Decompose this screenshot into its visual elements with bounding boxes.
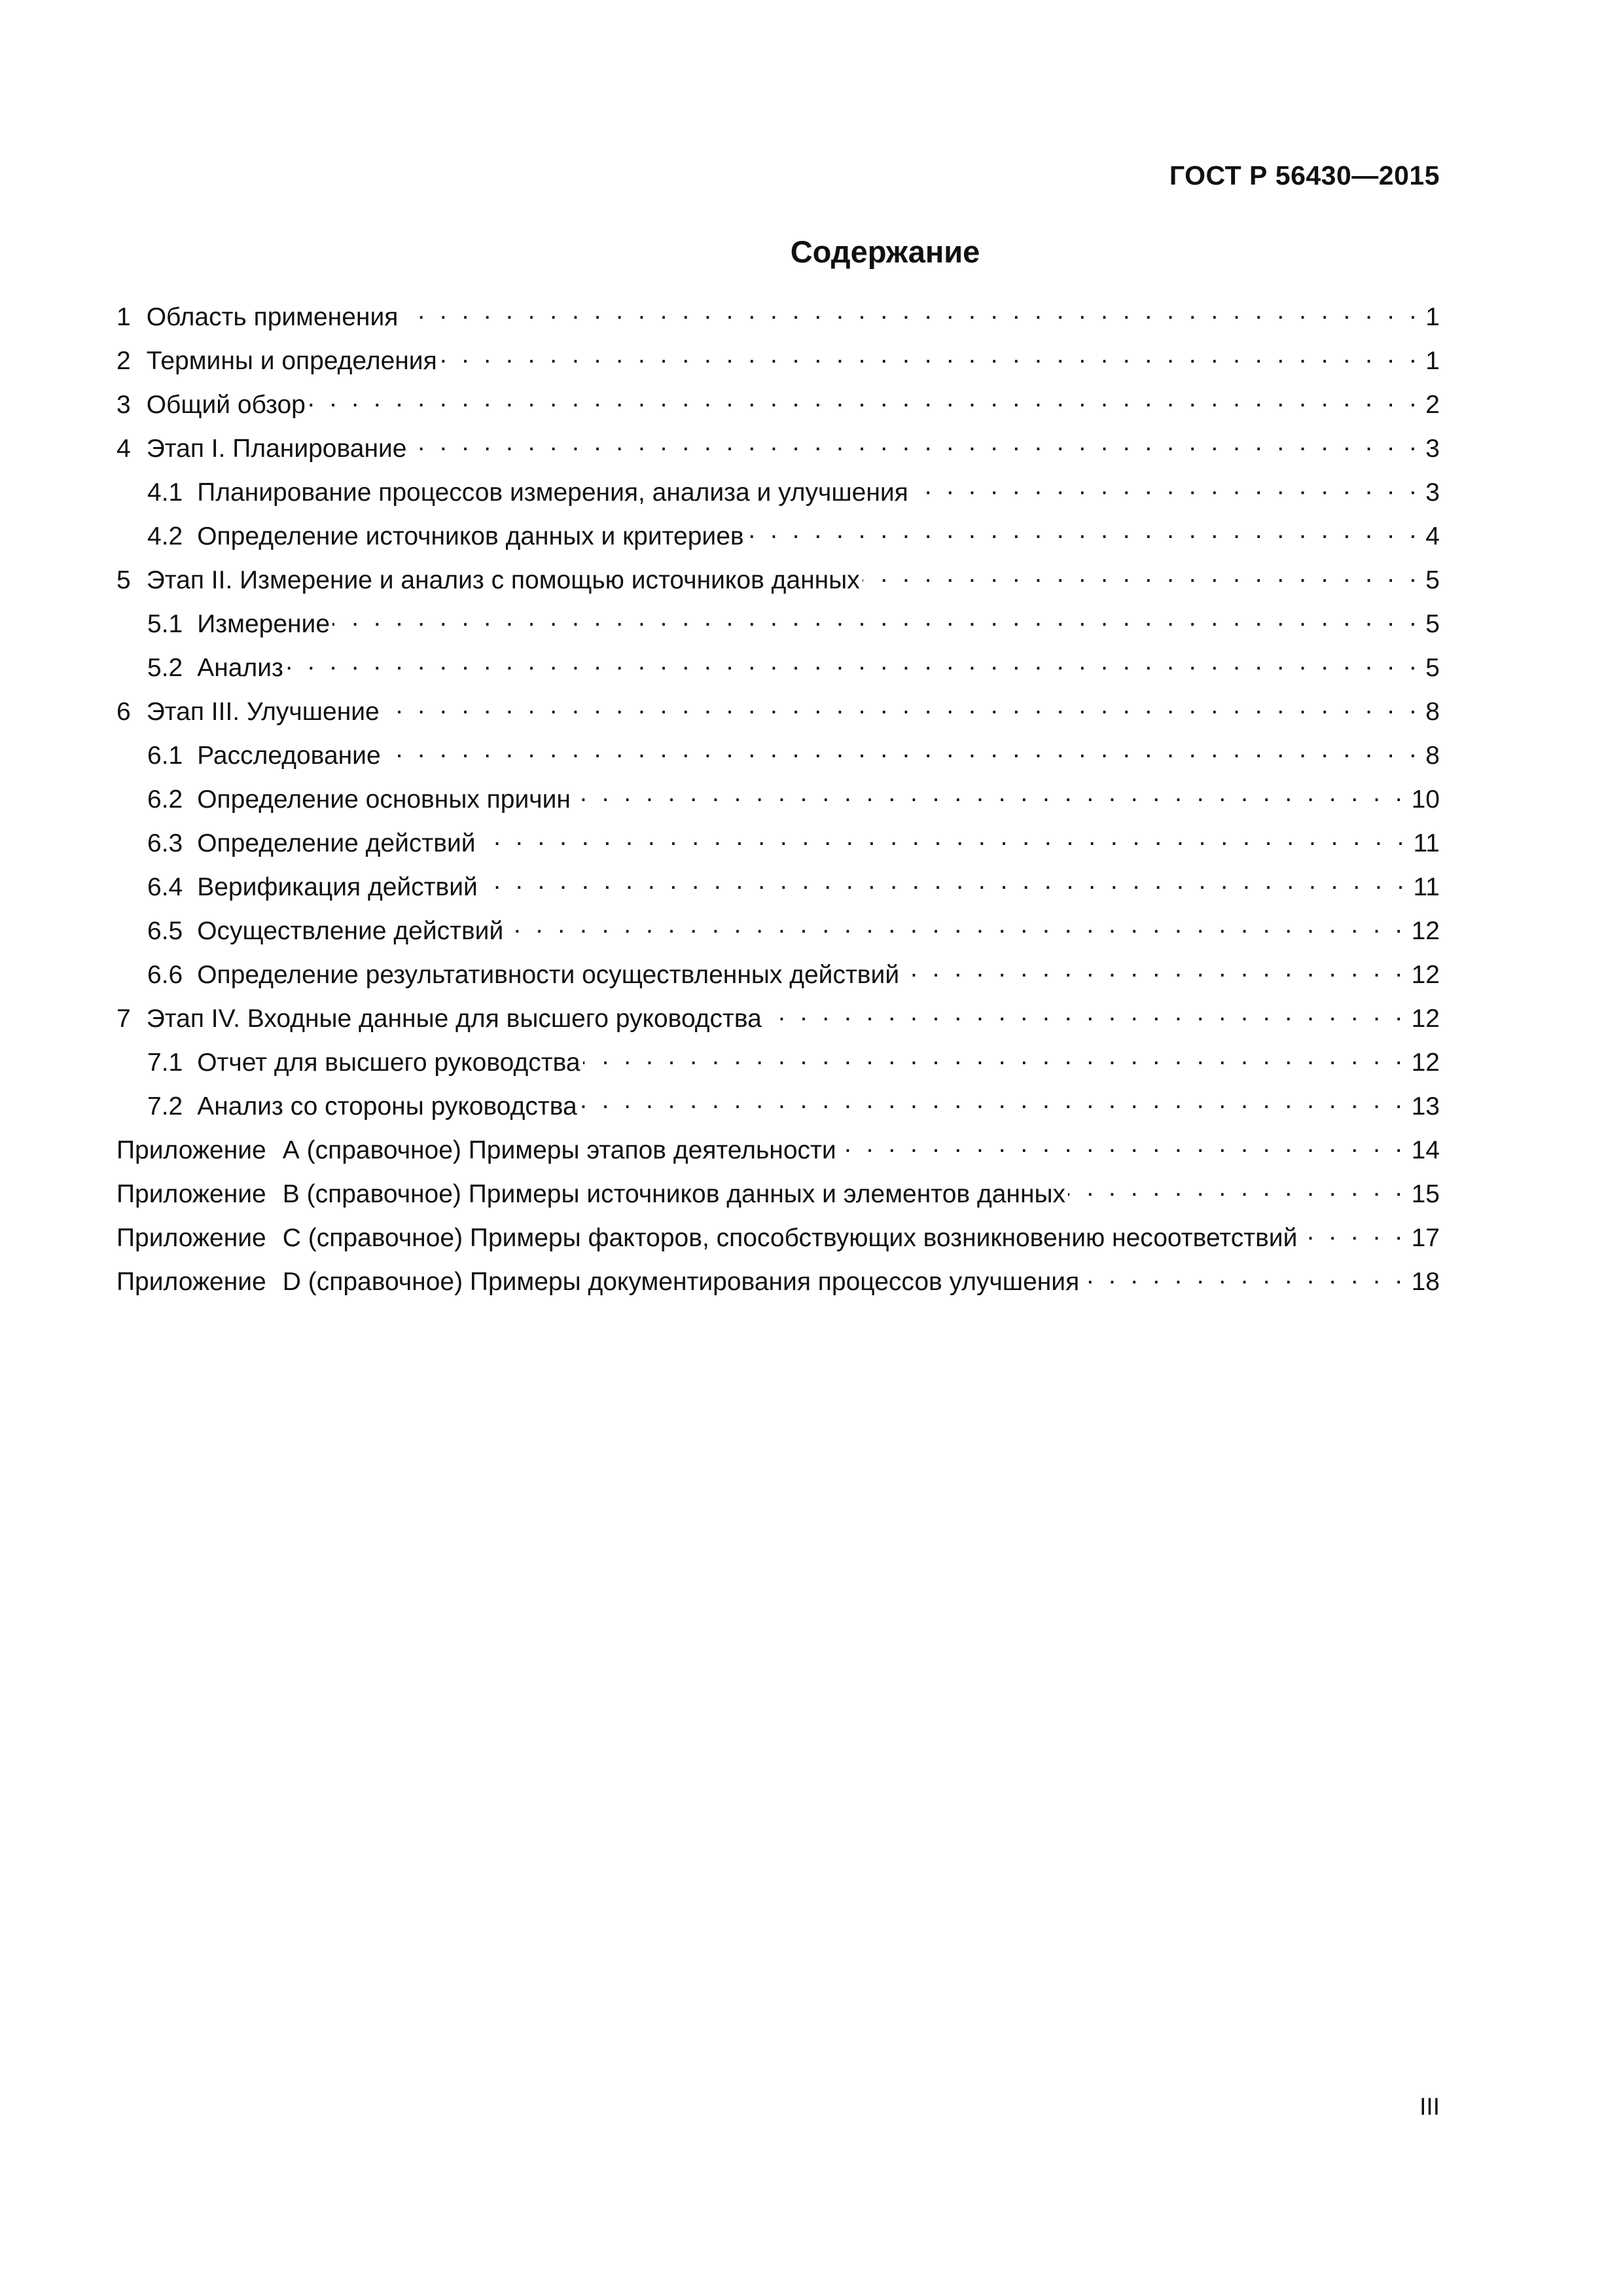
toc-entry[interactable]	[116, 914, 1440, 958]
toc-entry[interactable]	[116, 1045, 1440, 1089]
toc-entry-number: Приложение	[116, 1136, 266, 1164]
toc-leader-dots	[478, 826, 1408, 852]
toc-entry[interactable]	[116, 344, 1440, 387]
toc-entry-page: 5	[1425, 610, 1440, 638]
toc-entry-number: 5.1	[147, 610, 183, 638]
toc-leader-dots	[583, 1045, 1406, 1071]
toc-leader-dots	[1082, 1265, 1406, 1290]
document-code: ГОСТ Р 56430—2015	[1169, 160, 1440, 190]
toc-entry[interactable]	[116, 607, 1440, 651]
toc-entry-number: 6.5	[147, 917, 183, 945]
toc-entry-page: 12	[1411, 961, 1440, 989]
toc-entry[interactable]	[116, 519, 1440, 563]
toc-entry-title: Верификация действий	[197, 873, 478, 901]
toc-entry-number: 2	[116, 347, 131, 375]
toc-leader-dots	[383, 738, 1421, 764]
toc-entry-page: 11	[1413, 873, 1440, 901]
toc-entry[interactable]	[116, 431, 1440, 475]
toc-leader-dots	[506, 914, 1406, 939]
toc-entry[interactable]	[116, 1133, 1440, 1177]
toc-entry-title: D (справочное) Примеры документирования процессов улучшения	[282, 1268, 1080, 1296]
toc-entry-page: 12	[1411, 1049, 1440, 1077]
toc-entry-title: Этап IV. Входные данные для высшего руководства	[146, 1005, 762, 1033]
toc-entry-page: 12	[1411, 917, 1440, 945]
toc-entry-number: 4.1	[147, 478, 183, 507]
toc-entry-page: 8	[1425, 698, 1440, 726]
toc-entry-number: 5.2	[147, 654, 183, 682]
toc-entry-number: 3	[116, 391, 131, 419]
toc-entry-title: Термины и определения	[146, 347, 437, 375]
toc-entry[interactable]	[116, 1089, 1440, 1133]
toc-entry-title: Общий обзор	[146, 391, 306, 419]
toc-entry[interactable]	[116, 300, 1440, 344]
toc-entry-page: 4	[1425, 522, 1440, 550]
toc-leader-dots	[480, 870, 1408, 895]
toc-entry-title: С (справочное) Примеры факторов, способствующих возникновению несоответствий	[282, 1224, 1298, 1252]
toc-entry-number: 1	[116, 303, 131, 331]
toc-entry-title: Этап I. Планирование	[146, 435, 407, 463]
toc-entry-title: Осуществление действий	[197, 917, 504, 945]
toc-leader-dots	[911, 475, 1421, 501]
toc-entry-title: Определение результативности осуществленных действий	[197, 961, 900, 989]
toc-entry-page: 5	[1425, 566, 1440, 594]
toc-entry-title: Этап II. Измерение и анализ с помощью источников данных	[146, 566, 860, 594]
toc-entry[interactable]	[116, 651, 1440, 694]
toc-entry[interactable]	[116, 738, 1440, 782]
toc-entry-title: Определение источников данных и критериев	[197, 522, 744, 550]
table-of-contents	[116, 300, 1440, 1308]
toc-entry-page: 3	[1425, 478, 1440, 507]
toc-leader-dots	[440, 344, 1421, 369]
toc-leader-dots	[580, 1089, 1406, 1115]
toc-entry-number: Приложение	[116, 1224, 266, 1252]
page-title: Содержание	[790, 234, 980, 269]
toc-entry-page: 2	[1425, 391, 1440, 419]
toc-entry-number: Приложение	[116, 1180, 266, 1208]
toc-entry-number: 6	[116, 698, 131, 726]
toc-entry-title: Определение действий	[197, 829, 476, 857]
toc-entry-title: Анализ со стороны руководства	[197, 1092, 577, 1121]
toc-entry[interactable]	[116, 1001, 1440, 1045]
toc-entry-title: Этап III. Улучшение	[146, 698, 380, 726]
toc-entry-title: Расследование	[197, 742, 381, 770]
toc-entry-page: 5	[1425, 654, 1440, 682]
toc-entry[interactable]	[116, 1221, 1440, 1265]
toc-entry-page: 10	[1411, 785, 1440, 814]
toc-entry-number: 6.6	[147, 961, 183, 989]
toc-entry[interactable]	[116, 782, 1440, 826]
toc-leader-dots	[409, 431, 1420, 457]
toc-entry-page: 18	[1411, 1268, 1440, 1296]
toc-entry[interactable]	[116, 958, 1440, 1001]
toc-entry-title: Планирование процессов измерения, анализа и улучшения	[197, 478, 908, 507]
toc-leader-dots	[332, 607, 1420, 632]
toc-entry-title: А (справочное) Примеры этапов деятельности	[282, 1136, 836, 1164]
toc-entry-page: 3	[1425, 435, 1440, 463]
toc-entry-title: Определение основных причин	[197, 785, 571, 814]
toc-leader-dots	[573, 782, 1406, 808]
toc-entry[interactable]	[116, 826, 1440, 870]
toc-leader-dots	[401, 300, 1420, 325]
toc-leader-dots	[1300, 1221, 1406, 1246]
toc-entry[interactable]	[116, 1265, 1440, 1308]
toc-entry-title: Измерение	[197, 610, 330, 638]
toc-entry-number: 4	[116, 435, 131, 463]
toc-entry[interactable]	[116, 387, 1440, 431]
toc-entry[interactable]	[116, 1177, 1440, 1221]
toc-leader-dots	[863, 563, 1421, 588]
toc-entry-page: 11	[1413, 829, 1440, 857]
toc-entry-page: 14	[1411, 1136, 1440, 1164]
toc-leader-dots	[839, 1133, 1406, 1158]
toc-entry-page: 8	[1425, 742, 1440, 770]
toc-entry-page: 1	[1425, 303, 1440, 331]
toc-entry-number: 6.1	[147, 742, 183, 770]
toc-entry[interactable]	[116, 475, 1440, 519]
toc-entry-title: В (справочное) Примеры источников данных и элементов данных	[282, 1180, 1066, 1208]
toc-leader-dots	[286, 651, 1420, 676]
toc-leader-dots	[1068, 1177, 1406, 1202]
toc-entry-number: 4.2	[147, 522, 183, 550]
toc-entry-number: 5	[116, 566, 131, 594]
toc-leader-dots	[747, 519, 1421, 545]
toc-leader-dots	[764, 1001, 1406, 1027]
toc-entry-title: Область применения	[146, 303, 399, 331]
toc-entry-page: 13	[1411, 1092, 1440, 1121]
toc-entry[interactable]	[116, 563, 1440, 607]
toc-entry-page: 1	[1425, 347, 1440, 375]
toc-entry-number: 7.2	[147, 1092, 183, 1121]
toc-entry-page: 15	[1411, 1180, 1440, 1208]
toc-entry-page: 17	[1411, 1224, 1440, 1252]
toc-entry[interactable]	[116, 870, 1440, 914]
toc-entry-number: 6.2	[147, 785, 183, 814]
toc-leader-dots	[308, 387, 1420, 413]
toc-entry-number: Приложение	[116, 1268, 266, 1296]
toc-entry-number: 6.4	[147, 873, 183, 901]
toc-leader-dots	[382, 694, 1421, 720]
toc-leader-dots	[902, 958, 1406, 983]
toc-entry-title: Отчет для высшего руководства	[197, 1049, 580, 1077]
toc-entry[interactable]	[116, 694, 1440, 738]
page-number: III	[1419, 2093, 1440, 2120]
toc-entry-title: Анализ	[197, 654, 283, 682]
toc-entry-number: 7	[116, 1005, 131, 1033]
toc-entry-page: 12	[1411, 1005, 1440, 1033]
toc-entry-number: 7.1	[147, 1049, 183, 1077]
toc-entry-number: 6.3	[147, 829, 183, 857]
